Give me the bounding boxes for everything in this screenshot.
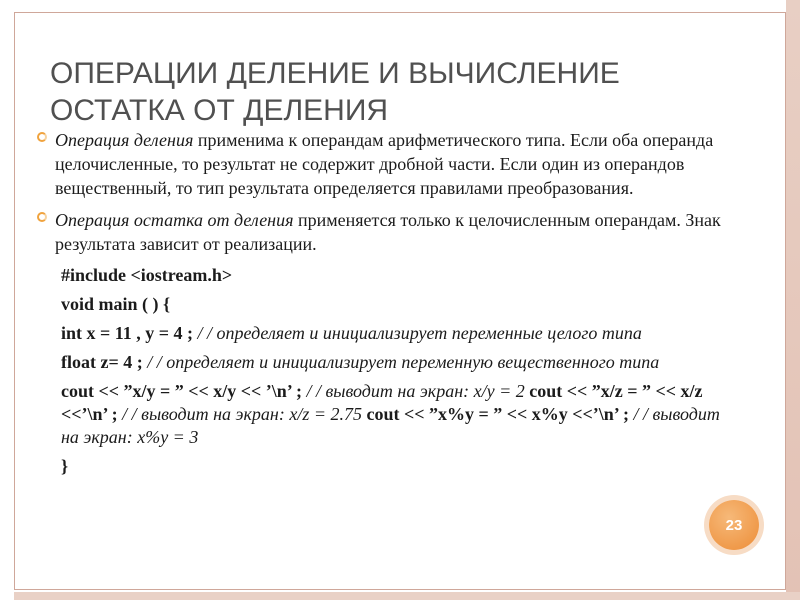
code-example — [61, 264, 725, 478]
code-cout-real-division-comment: / / выводит на экран: x/z = 2.75 — [117, 404, 367, 424]
code-cout-remainder: cout << ”x%y = ” << x%y <<’\n’ ; — [366, 404, 629, 424]
bullet-division — [55, 128, 725, 200]
right-decorative-stripe — [786, 0, 800, 600]
page-number-text: 23 — [725, 516, 743, 534]
bullet-circle-icon — [37, 132, 47, 142]
code-cout-division: cout << ”x/y = ” << x/y << ’\n’ ; — [61, 381, 302, 401]
code-include-line — [61, 264, 725, 287]
code-close-line — [61, 455, 725, 478]
code-close-brace: } — [61, 456, 69, 476]
code-cout-division-comment: / / выводит на экран: x/y = 2 — [301, 381, 530, 401]
code-float-declaration: float z= 4 ; — [61, 352, 143, 372]
title-line-2: ОСТАТКА ОТ ДЕЛЕНИЯ — [50, 94, 389, 127]
division-term: Операция деления — [55, 130, 194, 150]
bottom-decorative-stripe — [14, 592, 800, 600]
remainder-term: Операция остатка от деления — [55, 210, 294, 230]
code-main-line — [61, 293, 725, 316]
slide-title — [50, 55, 750, 129]
code-int-line — [61, 322, 725, 345]
bullet-circle-icon — [37, 212, 47, 222]
code-cout-real-division: cout << ”x/z = ” << x/z <<’\n’ ; — [61, 381, 703, 424]
title-line-1: ОПЕРАЦИИ ДЕЛЕНИЕ И ВЫЧИСЛЕНИЕ — [50, 57, 620, 90]
code-int-declaration: int x = 11 , y = 4 ; — [61, 323, 194, 343]
code-int-comment: / / определяет и инициализирует переменные целого типа — [193, 323, 642, 343]
code-float-line — [61, 351, 725, 374]
bullet-remainder — [55, 208, 725, 256]
code-float-comment: / / определяет и инициализирует переменную вещественного типа — [142, 352, 660, 372]
remainder-description: применяется только к целочисленным операндам. Знак результата зависит от реализации. — [55, 210, 721, 254]
slide-content — [55, 128, 725, 484]
code-cout-remainder-comment: / / выводит на экран: x%y = 3 — [61, 404, 720, 447]
page-number-badge — [709, 500, 759, 550]
division-description: применима к операндам арифметического типа. Если оба операнда целочисленные, то результат не содержит дробной части. Если один из операндов вещественный, то тип результата определяется правилами преобразования. — [55, 130, 714, 198]
code-include: #include <iostream.h> — [61, 265, 233, 285]
code-main: void main ( ) { — [61, 294, 171, 314]
code-output-line — [61, 380, 725, 449]
